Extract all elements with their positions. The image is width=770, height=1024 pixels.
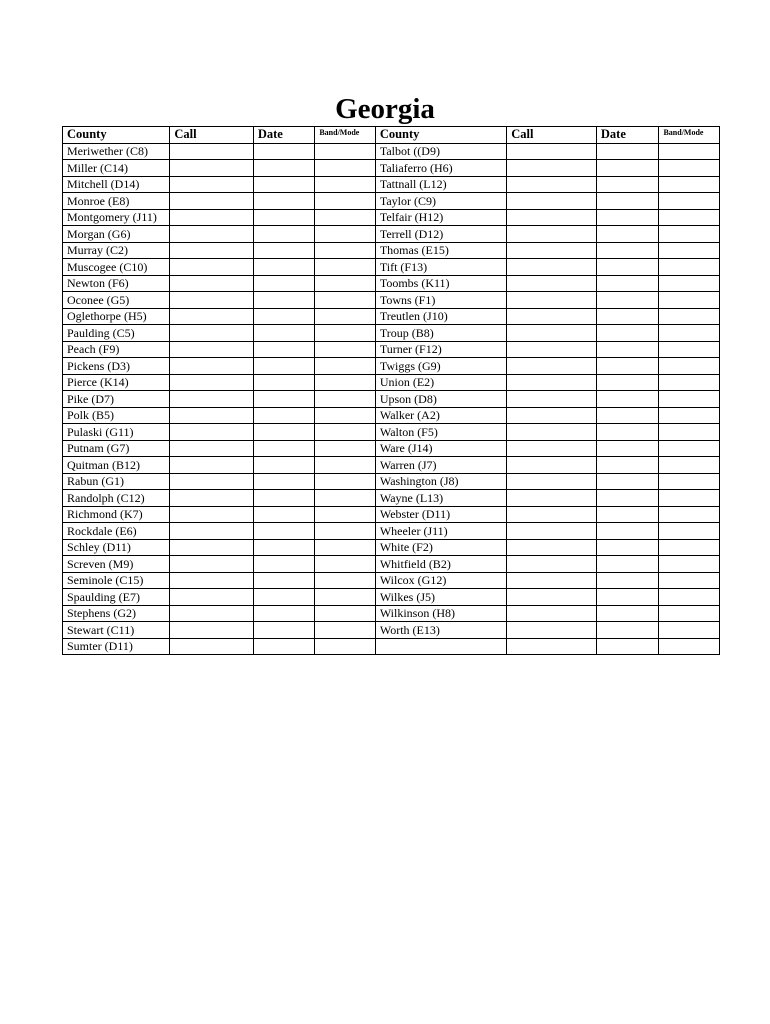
date-left-cell[interactable]: [253, 424, 315, 441]
county-right-cell: Ware (J14): [375, 440, 506, 457]
band-mode-left-cell[interactable]: [315, 391, 375, 408]
band-mode-left-cell[interactable]: [315, 193, 375, 210]
date-left-cell[interactable]: [253, 143, 315, 160]
date-left-cell[interactable]: [253, 374, 315, 391]
date-left-cell[interactable]: [253, 193, 315, 210]
county-left-cell: Meriwether (C8): [63, 143, 170, 160]
call-right-cell[interactable]: [507, 275, 597, 292]
band-mode-right-cell[interactable]: [659, 143, 720, 160]
county-left-cell: Putnam (G7): [63, 440, 170, 457]
header-date-right: Date: [596, 127, 659, 144]
date-right-cell[interactable]: [596, 539, 659, 556]
call-right-cell[interactable]: [507, 622, 597, 639]
call-left-cell[interactable]: [170, 143, 253, 160]
call-right-cell[interactable]: [507, 506, 597, 523]
date-right-cell[interactable]: [596, 259, 659, 276]
call-left-cell[interactable]: [170, 424, 253, 441]
call-right-cell[interactable]: [507, 407, 597, 424]
band-mode-right-cell[interactable]: [659, 341, 720, 358]
band-mode-right-cell[interactable]: [659, 457, 720, 474]
date-left-cell[interactable]: [253, 539, 315, 556]
band-mode-left-cell[interactable]: [315, 473, 375, 490]
date-left-cell[interactable]: [253, 506, 315, 523]
date-right-cell[interactable]: [596, 440, 659, 457]
date-right-cell[interactable]: [596, 160, 659, 177]
call-right-cell[interactable]: [507, 440, 597, 457]
date-right-cell[interactable]: [596, 490, 659, 507]
band-mode-left-cell[interactable]: [315, 407, 375, 424]
date-left-cell[interactable]: [253, 490, 315, 507]
band-mode-left-cell[interactable]: [315, 143, 375, 160]
table-row: [63, 539, 720, 556]
call-left-cell[interactable]: [170, 407, 253, 424]
date-right-cell[interactable]: [596, 143, 659, 160]
county-right-cell: White (F2): [375, 539, 506, 556]
date-right-cell[interactable]: [596, 407, 659, 424]
call-left-cell[interactable]: [170, 374, 253, 391]
county-right-cell: Towns (F1): [375, 292, 506, 309]
table-row: [63, 638, 720, 655]
date-right-cell[interactable]: [596, 193, 659, 210]
call-left-cell[interactable]: [170, 440, 253, 457]
county-left-cell: Seminole (C15): [63, 572, 170, 589]
date-left-cell[interactable]: [253, 391, 315, 408]
county-left-cell: Paulding (C5): [63, 325, 170, 342]
county-right-cell: Tattnall (L12): [375, 176, 506, 193]
call-left-cell[interactable]: [170, 226, 253, 243]
date-right-cell[interactable]: [596, 275, 659, 292]
county-left-cell: Stephens (G2): [63, 605, 170, 622]
county-left-cell: Sumter (D11): [63, 638, 170, 655]
date-right-cell[interactable]: [596, 572, 659, 589]
table-row: [63, 424, 720, 441]
date-left-cell[interactable]: [253, 572, 315, 589]
county-left-cell: Pulaski (G11): [63, 424, 170, 441]
date-left-cell[interactable]: [253, 638, 315, 655]
date-right-cell[interactable]: [596, 556, 659, 573]
header-band-mode-left: Band/Mode: [315, 127, 375, 144]
call-right-cell[interactable]: [507, 391, 597, 408]
table-row: [63, 176, 720, 193]
band-mode-right-cell[interactable]: [659, 391, 720, 408]
table-row: [63, 226, 720, 243]
county-right-cell: Wilcox (G12): [375, 572, 506, 589]
table-row: [63, 622, 720, 639]
band-mode-left-cell[interactable]: [315, 605, 375, 622]
table-row: [63, 473, 720, 490]
band-mode-right-cell[interactable]: [659, 440, 720, 457]
band-mode-left-cell[interactable]: [315, 226, 375, 243]
table-row: [63, 374, 720, 391]
band-mode-left-cell[interactable]: [315, 506, 375, 523]
band-mode-left-cell[interactable]: [315, 374, 375, 391]
table-row: [63, 160, 720, 177]
band-mode-left-cell[interactable]: [315, 424, 375, 441]
call-right-cell[interactable]: [507, 176, 597, 193]
call-left-cell[interactable]: [170, 556, 253, 573]
date-left-cell[interactable]: [253, 556, 315, 573]
county-right-cell: Wilkinson (H8): [375, 605, 506, 622]
band-mode-left-cell[interactable]: [315, 176, 375, 193]
band-mode-right-cell[interactable]: [659, 242, 720, 259]
call-left-cell[interactable]: [170, 242, 253, 259]
call-right-cell[interactable]: [507, 605, 597, 622]
band-mode-left-cell[interactable]: [315, 457, 375, 474]
band-mode-right-cell[interactable]: [659, 176, 720, 193]
band-mode-right-cell[interactable]: [659, 193, 720, 210]
county-right-cell: Troup (B8): [375, 325, 506, 342]
county-right-cell: Washington (J8): [375, 473, 506, 490]
call-left-cell[interactable]: [170, 539, 253, 556]
county-left-cell: Randolph (C12): [63, 490, 170, 507]
band-mode-left-cell[interactable]: [315, 556, 375, 573]
date-right-cell[interactable]: [596, 374, 659, 391]
date-right-cell[interactable]: [596, 473, 659, 490]
band-mode-left-cell[interactable]: [315, 341, 375, 358]
date-left-cell[interactable]: [253, 226, 315, 243]
band-mode-right-cell[interactable]: [659, 259, 720, 276]
call-left-cell[interactable]: [170, 341, 253, 358]
band-mode-right-cell[interactable]: [659, 473, 720, 490]
county-left-cell: Morgan (G6): [63, 226, 170, 243]
table-row: [63, 605, 720, 622]
date-left-cell[interactable]: [253, 457, 315, 474]
call-left-cell[interactable]: [170, 391, 253, 408]
band-mode-right-cell[interactable]: [659, 523, 720, 540]
call-right-cell[interactable]: [507, 308, 597, 325]
table-row: [63, 292, 720, 309]
date-left-cell[interactable]: [253, 605, 315, 622]
date-right-cell[interactable]: [596, 341, 659, 358]
county-left-cell: Richmond (K7): [63, 506, 170, 523]
call-right-cell[interactable]: [507, 259, 597, 276]
date-left-cell[interactable]: [253, 259, 315, 276]
county-left-cell: Oglethorpe (H5): [63, 308, 170, 325]
call-left-cell[interactable]: [170, 638, 253, 655]
band-mode-right-cell[interactable]: [659, 325, 720, 342]
county-right-cell: [375, 638, 506, 655]
county-left-cell: Mitchell (D14): [63, 176, 170, 193]
county-right-cell: Treutlen (J10): [375, 308, 506, 325]
county-right-cell: Worth (E13): [375, 622, 506, 639]
date-left-cell[interactable]: [253, 160, 315, 177]
date-left-cell[interactable]: [253, 523, 315, 540]
page-title: Georgia: [335, 93, 435, 125]
table-row: [63, 275, 720, 292]
band-mode-right-cell[interactable]: [659, 358, 720, 375]
date-right-cell[interactable]: [596, 506, 659, 523]
date-right-cell[interactable]: [596, 176, 659, 193]
band-mode-right-cell[interactable]: [659, 209, 720, 226]
band-mode-left-cell[interactable]: [315, 440, 375, 457]
band-mode-left-cell[interactable]: [315, 325, 375, 342]
date-right-cell[interactable]: [596, 523, 659, 540]
band-mode-left-cell[interactable]: [315, 259, 375, 276]
call-right-cell[interactable]: [507, 341, 597, 358]
county-right-cell: Wayne (L13): [375, 490, 506, 507]
band-mode-left-cell[interactable]: [315, 242, 375, 259]
band-mode-left-cell[interactable]: [315, 622, 375, 639]
band-mode-right-cell[interactable]: [659, 589, 720, 606]
date-left-cell[interactable]: [253, 589, 315, 606]
county-right-cell: Warren (J7): [375, 457, 506, 474]
call-left-cell[interactable]: [170, 160, 253, 177]
header-date-left: Date: [253, 127, 315, 144]
band-mode-right-cell[interactable]: [659, 605, 720, 622]
band-mode-left-cell[interactable]: [315, 572, 375, 589]
call-right-cell[interactable]: [507, 242, 597, 259]
date-left-cell[interactable]: [253, 473, 315, 490]
county-left-cell: Pike (D7): [63, 391, 170, 408]
call-right-cell[interactable]: [507, 523, 597, 540]
band-mode-left-cell[interactable]: [315, 589, 375, 606]
band-mode-left-cell[interactable]: [315, 358, 375, 375]
county-right-cell: Wilkes (J5): [375, 589, 506, 606]
county-right-cell: Taylor (C9): [375, 193, 506, 210]
call-left-cell[interactable]: [170, 176, 253, 193]
table-row: [63, 259, 720, 276]
call-left-cell[interactable]: [170, 523, 253, 540]
date-left-cell[interactable]: [253, 407, 315, 424]
table-row: [63, 391, 720, 408]
call-left-cell[interactable]: [170, 490, 253, 507]
band-mode-left-cell[interactable]: [315, 523, 375, 540]
county-left-cell: Stewart (C11): [63, 622, 170, 639]
band-mode-left-cell[interactable]: [315, 638, 375, 655]
date-right-cell[interactable]: [596, 242, 659, 259]
date-right-cell[interactable]: [596, 226, 659, 243]
date-right-cell[interactable]: [596, 308, 659, 325]
band-mode-left-cell[interactable]: [315, 539, 375, 556]
county-left-cell: Polk (B5): [63, 407, 170, 424]
county-left-cell: Monroe (E8): [63, 193, 170, 210]
header-row: [63, 127, 720, 144]
table-row: [63, 506, 720, 523]
county-left-cell: Peach (F9): [63, 341, 170, 358]
date-right-cell[interactable]: [596, 391, 659, 408]
band-mode-right-cell[interactable]: [659, 622, 720, 639]
call-left-cell[interactable]: [170, 506, 253, 523]
table-row: [63, 242, 720, 259]
call-left-cell[interactable]: [170, 193, 253, 210]
call-right-cell[interactable]: [507, 589, 597, 606]
band-mode-left-cell[interactable]: [315, 308, 375, 325]
date-right-cell[interactable]: [596, 325, 659, 342]
band-mode-left-cell[interactable]: [315, 490, 375, 507]
band-mode-right-cell[interactable]: [659, 160, 720, 177]
call-right-cell[interactable]: [507, 539, 597, 556]
header-call-left: Call: [170, 127, 253, 144]
date-left-cell[interactable]: [253, 292, 315, 309]
band-mode-right-cell[interactable]: [659, 556, 720, 573]
table-body: [63, 143, 720, 655]
date-right-cell[interactable]: [596, 589, 659, 606]
table-row: [63, 325, 720, 342]
table-row: [63, 589, 720, 606]
band-mode-right-cell[interactable]: [659, 275, 720, 292]
table-row: [63, 358, 720, 375]
call-left-cell[interactable]: [170, 457, 253, 474]
county-left-cell: Quitman (B12): [63, 457, 170, 474]
county-left-cell: Screven (M9): [63, 556, 170, 573]
county-right-cell: Upson (D8): [375, 391, 506, 408]
call-left-cell[interactable]: [170, 325, 253, 342]
band-mode-left-cell[interactable]: [315, 209, 375, 226]
table-row: [63, 556, 720, 573]
date-right-cell[interactable]: [596, 424, 659, 441]
date-right-cell[interactable]: [596, 605, 659, 622]
table-row: [63, 457, 720, 474]
table-row: [63, 308, 720, 325]
county-left-cell: Spaulding (E7): [63, 589, 170, 606]
county-left-cell: Muscogee (C10): [63, 259, 170, 276]
date-left-cell[interactable]: [253, 176, 315, 193]
county-right-cell: Taliaferro (H6): [375, 160, 506, 177]
county-left-cell: Rockdale (E6): [63, 523, 170, 540]
call-left-cell[interactable]: [170, 622, 253, 639]
table-row: [63, 490, 720, 507]
call-left-cell[interactable]: [170, 308, 253, 325]
header-band-mode-right: Band/Mode: [659, 127, 720, 144]
band-mode-right-cell[interactable]: [659, 374, 720, 391]
call-left-cell[interactable]: [170, 605, 253, 622]
date-left-cell[interactable]: [253, 341, 315, 358]
county-left-cell: Rabun (G1): [63, 473, 170, 490]
call-right-cell[interactable]: [507, 226, 597, 243]
county-log-table: [62, 126, 720, 655]
county-right-cell: Twiggs (G9): [375, 358, 506, 375]
header-call-right: Call: [507, 127, 597, 144]
county-left-cell: Pickens (D3): [63, 358, 170, 375]
county-right-cell: Toombs (K11): [375, 275, 506, 292]
county-right-cell: Wheeler (J11): [375, 523, 506, 540]
call-right-cell[interactable]: [507, 209, 597, 226]
band-mode-left-cell[interactable]: [315, 275, 375, 292]
date-right-cell[interactable]: [596, 292, 659, 309]
band-mode-left-cell[interactable]: [315, 292, 375, 309]
date-right-cell[interactable]: [596, 358, 659, 375]
date-left-cell[interactable]: [253, 440, 315, 457]
county-left-cell: Oconee (G5): [63, 292, 170, 309]
band-mode-right-cell[interactable]: [659, 424, 720, 441]
date-right-cell[interactable]: [596, 622, 659, 639]
county-right-cell: Webster (D11): [375, 506, 506, 523]
county-left-cell: Murray (C2): [63, 242, 170, 259]
band-mode-right-cell[interactable]: [659, 506, 720, 523]
county-right-cell: Terrell (D12): [375, 226, 506, 243]
table-row: [63, 407, 720, 424]
table-row: [63, 341, 720, 358]
call-right-cell[interactable]: [507, 638, 597, 655]
band-mode-right-cell[interactable]: [659, 539, 720, 556]
county-right-cell: Talbot ((D9): [375, 143, 506, 160]
table-row: [63, 440, 720, 457]
county-left-cell: Pierce (K14): [63, 374, 170, 391]
date-left-cell[interactable]: [253, 242, 315, 259]
county-right-cell: Tift (F13): [375, 259, 506, 276]
date-left-cell[interactable]: [253, 209, 315, 226]
call-left-cell[interactable]: [170, 209, 253, 226]
call-right-cell[interactable]: [507, 374, 597, 391]
call-right-cell[interactable]: [507, 473, 597, 490]
date-right-cell[interactable]: [596, 638, 659, 655]
table-row: [63, 193, 720, 210]
county-right-cell: Telfair (H12): [375, 209, 506, 226]
band-mode-right-cell[interactable]: [659, 490, 720, 507]
call-right-cell[interactable]: [507, 292, 597, 309]
call-right-cell[interactable]: [507, 457, 597, 474]
date-right-cell[interactable]: [596, 457, 659, 474]
header-county-right: County: [375, 127, 506, 144]
table-row: [63, 209, 720, 226]
call-left-cell[interactable]: [170, 292, 253, 309]
county-right-cell: Walton (F5): [375, 424, 506, 441]
date-left-cell[interactable]: [253, 275, 315, 292]
date-left-cell[interactable]: [253, 358, 315, 375]
county-left-cell: Miller (C14): [63, 160, 170, 177]
call-right-cell[interactable]: [507, 572, 597, 589]
county-right-cell: Turner (F12): [375, 341, 506, 358]
table-row: [63, 572, 720, 589]
date-left-cell[interactable]: [253, 325, 315, 342]
call-right-cell[interactable]: [507, 160, 597, 177]
county-left-cell: Schley (D11): [63, 539, 170, 556]
band-mode-right-cell[interactable]: [659, 638, 720, 655]
county-left-cell: Montgomery (J11): [63, 209, 170, 226]
call-right-cell[interactable]: [507, 325, 597, 342]
county-right-cell: Thomas (E15): [375, 242, 506, 259]
call-left-cell[interactable]: [170, 275, 253, 292]
call-left-cell[interactable]: [170, 572, 253, 589]
band-mode-right-cell[interactable]: [659, 292, 720, 309]
band-mode-right-cell[interactable]: [659, 407, 720, 424]
band-mode-right-cell[interactable]: [659, 572, 720, 589]
call-right-cell[interactable]: [507, 424, 597, 441]
band-mode-right-cell[interactable]: [659, 308, 720, 325]
call-right-cell[interactable]: [507, 143, 597, 160]
call-left-cell[interactable]: [170, 259, 253, 276]
date-left-cell[interactable]: [253, 622, 315, 639]
call-left-cell[interactable]: [170, 589, 253, 606]
table-row: [63, 143, 720, 160]
date-right-cell[interactable]: [596, 209, 659, 226]
band-mode-right-cell[interactable]: [659, 226, 720, 243]
county-left-cell: Newton (F6): [63, 275, 170, 292]
county-right-cell: Union (E2): [375, 374, 506, 391]
call-right-cell[interactable]: [507, 490, 597, 507]
county-right-cell: Walker (A2): [375, 407, 506, 424]
call-left-cell[interactable]: [170, 358, 253, 375]
table-row: [63, 523, 720, 540]
call-right-cell[interactable]: [507, 556, 597, 573]
call-left-cell[interactable]: [170, 473, 253, 490]
call-right-cell[interactable]: [507, 193, 597, 210]
date-left-cell[interactable]: [253, 308, 315, 325]
band-mode-left-cell[interactable]: [315, 160, 375, 177]
county-right-cell: Whitfield (B2): [375, 556, 506, 573]
header-county-left: County: [63, 127, 170, 144]
call-right-cell[interactable]: [507, 358, 597, 375]
